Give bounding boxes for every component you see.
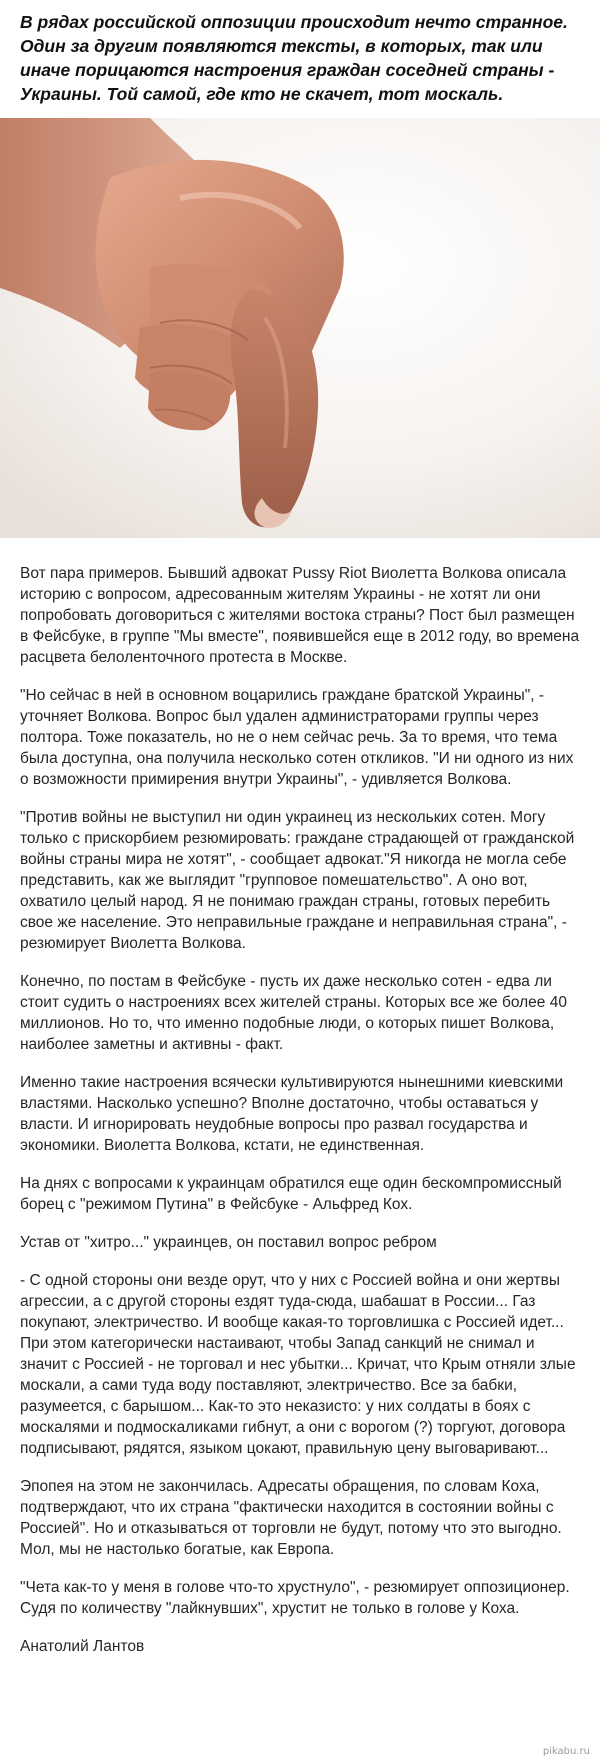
article-paragraph: "Чета как-то у меня в голове что-то хрустнуло", - резюмирует оппозиционер. Судя по количеству "лайкнувших", хрустит не только в голове у Коха. [20,1579,570,1617]
article-lead: В рядах российской оппозиции происходит нечто странное. Один за другим появляются тексты, в которых, так или иначе порицаются настроения граждан соседней страны - Украины. Той самой, где кто не скачет, тот москаль. [20,12,568,104]
thumbs-down-photo [0,118,600,538]
article-paragraph: Конечно, по постам в Фейсбуке - пусть их даже несколько сотен - едва ли стоит судить о настроениях всех жителей страны. Которых все же более 40 миллионов. Но то, что именно подобные люди, о которых пишет Волкова, наиболее заметны и активны - факт. [20,973,567,1053]
article-paragraph: На днях с вопросами к украинцам обратился еще один бескомпромиссный борец с "режимом Путина" в Фейсбуке - Альфред Кох. [20,1175,562,1213]
article-paragraph: Именно такие настроения всячески культивируются нынешними киевскими властями. Насколько успешно? Вполне достаточно, чтобы оставаться у власти. И игнорировать неудобные вопросы про развал государства и экономики. Виолетта Волкова, кстати, не единственная. [20,1074,564,1154]
site-watermark: pikabu.ru [542,1746,590,1757]
article-paragraph: Вот пара примеров. Бывший адвокат Pussy Riot Виолетта Волкова описала историю с вопросом, адресованным жителям Украины - не хотят ли они попробовать договориться с жителями востока страны? Пост был размещен в Фейсбуке, в группе "Мы вместе", появившейся еще в 2012 году, во времена расцвета белоленточного протеста в Москве. [20,565,580,666]
article-paragraph: Устав от "хитро..." украинцев, он поставил вопрос ребром [20,1234,437,1251]
article-paragraph: Эпопея на этом не закончилась. Адресаты обращения, по словам Коха, подтверждают, что их страна "фактически находится в состоянии войны с Россией". Но и отказываться от торговли не будут, потому что это выгодно. Мол, мы не настолько богатые, как Европа. [20,1478,562,1558]
article-body [20,563,585,1674]
article-paragraph: "Но сейчас в ней в основном воцарились граждане братской Украины", - уточняет Волкова. Вопрос был удален администраторами группы через полтора. Тоже показатель, но не о нем сейчас речь. За то время, что тема была доступна, она получила несколько сотен откликов. "И ни одного из них о возможности примирения внутри Украины", - удивляется Волкова. [20,687,574,788]
article-author: Анатолий Лантов [20,1638,145,1655]
article-paragraph: "Против войны не выступил ни один украинец из нескольких сотен. Могу только с прискорбием резюмировать: граждане страдающей от гражданской войны страны мира не хотят", - сообщает адвокат."Я никогда не могла себе представить, как же выглядит "групповое помешательство". А оно вот, охватило целый народ. Я не понимаю граждан страны, готовых перебить свое же население. Это неправильные граждане и неправильная страна", - резюмирует Виолетта Волкова. [20,809,575,952]
article-paragraph: - С одной стороны они везде орут, что у них с Россией война и они жертвы агрессии, а с другой стороны ездят туда-сюда, шабашат в России... Газ покупают, электричество. И вообще какая-то торговлишка с Россией идет... При этом категорически настаивают, чтобы Запад санкций не снимал и значит с Россией - не торговал и нес убытки... Кричат, что Крым отняли злые москали, а сами туда воду поставляют, электричество. Все за бабки, разумеется, с барышом... Как-то это неказисто: у них солдаты в боях с москалями и подмоскаликами гибнут, а они с ворогом (?) торгуют, договора подписывают, рядятся, языком цокают, правильную цену выговаривают... [20,1272,576,1457]
